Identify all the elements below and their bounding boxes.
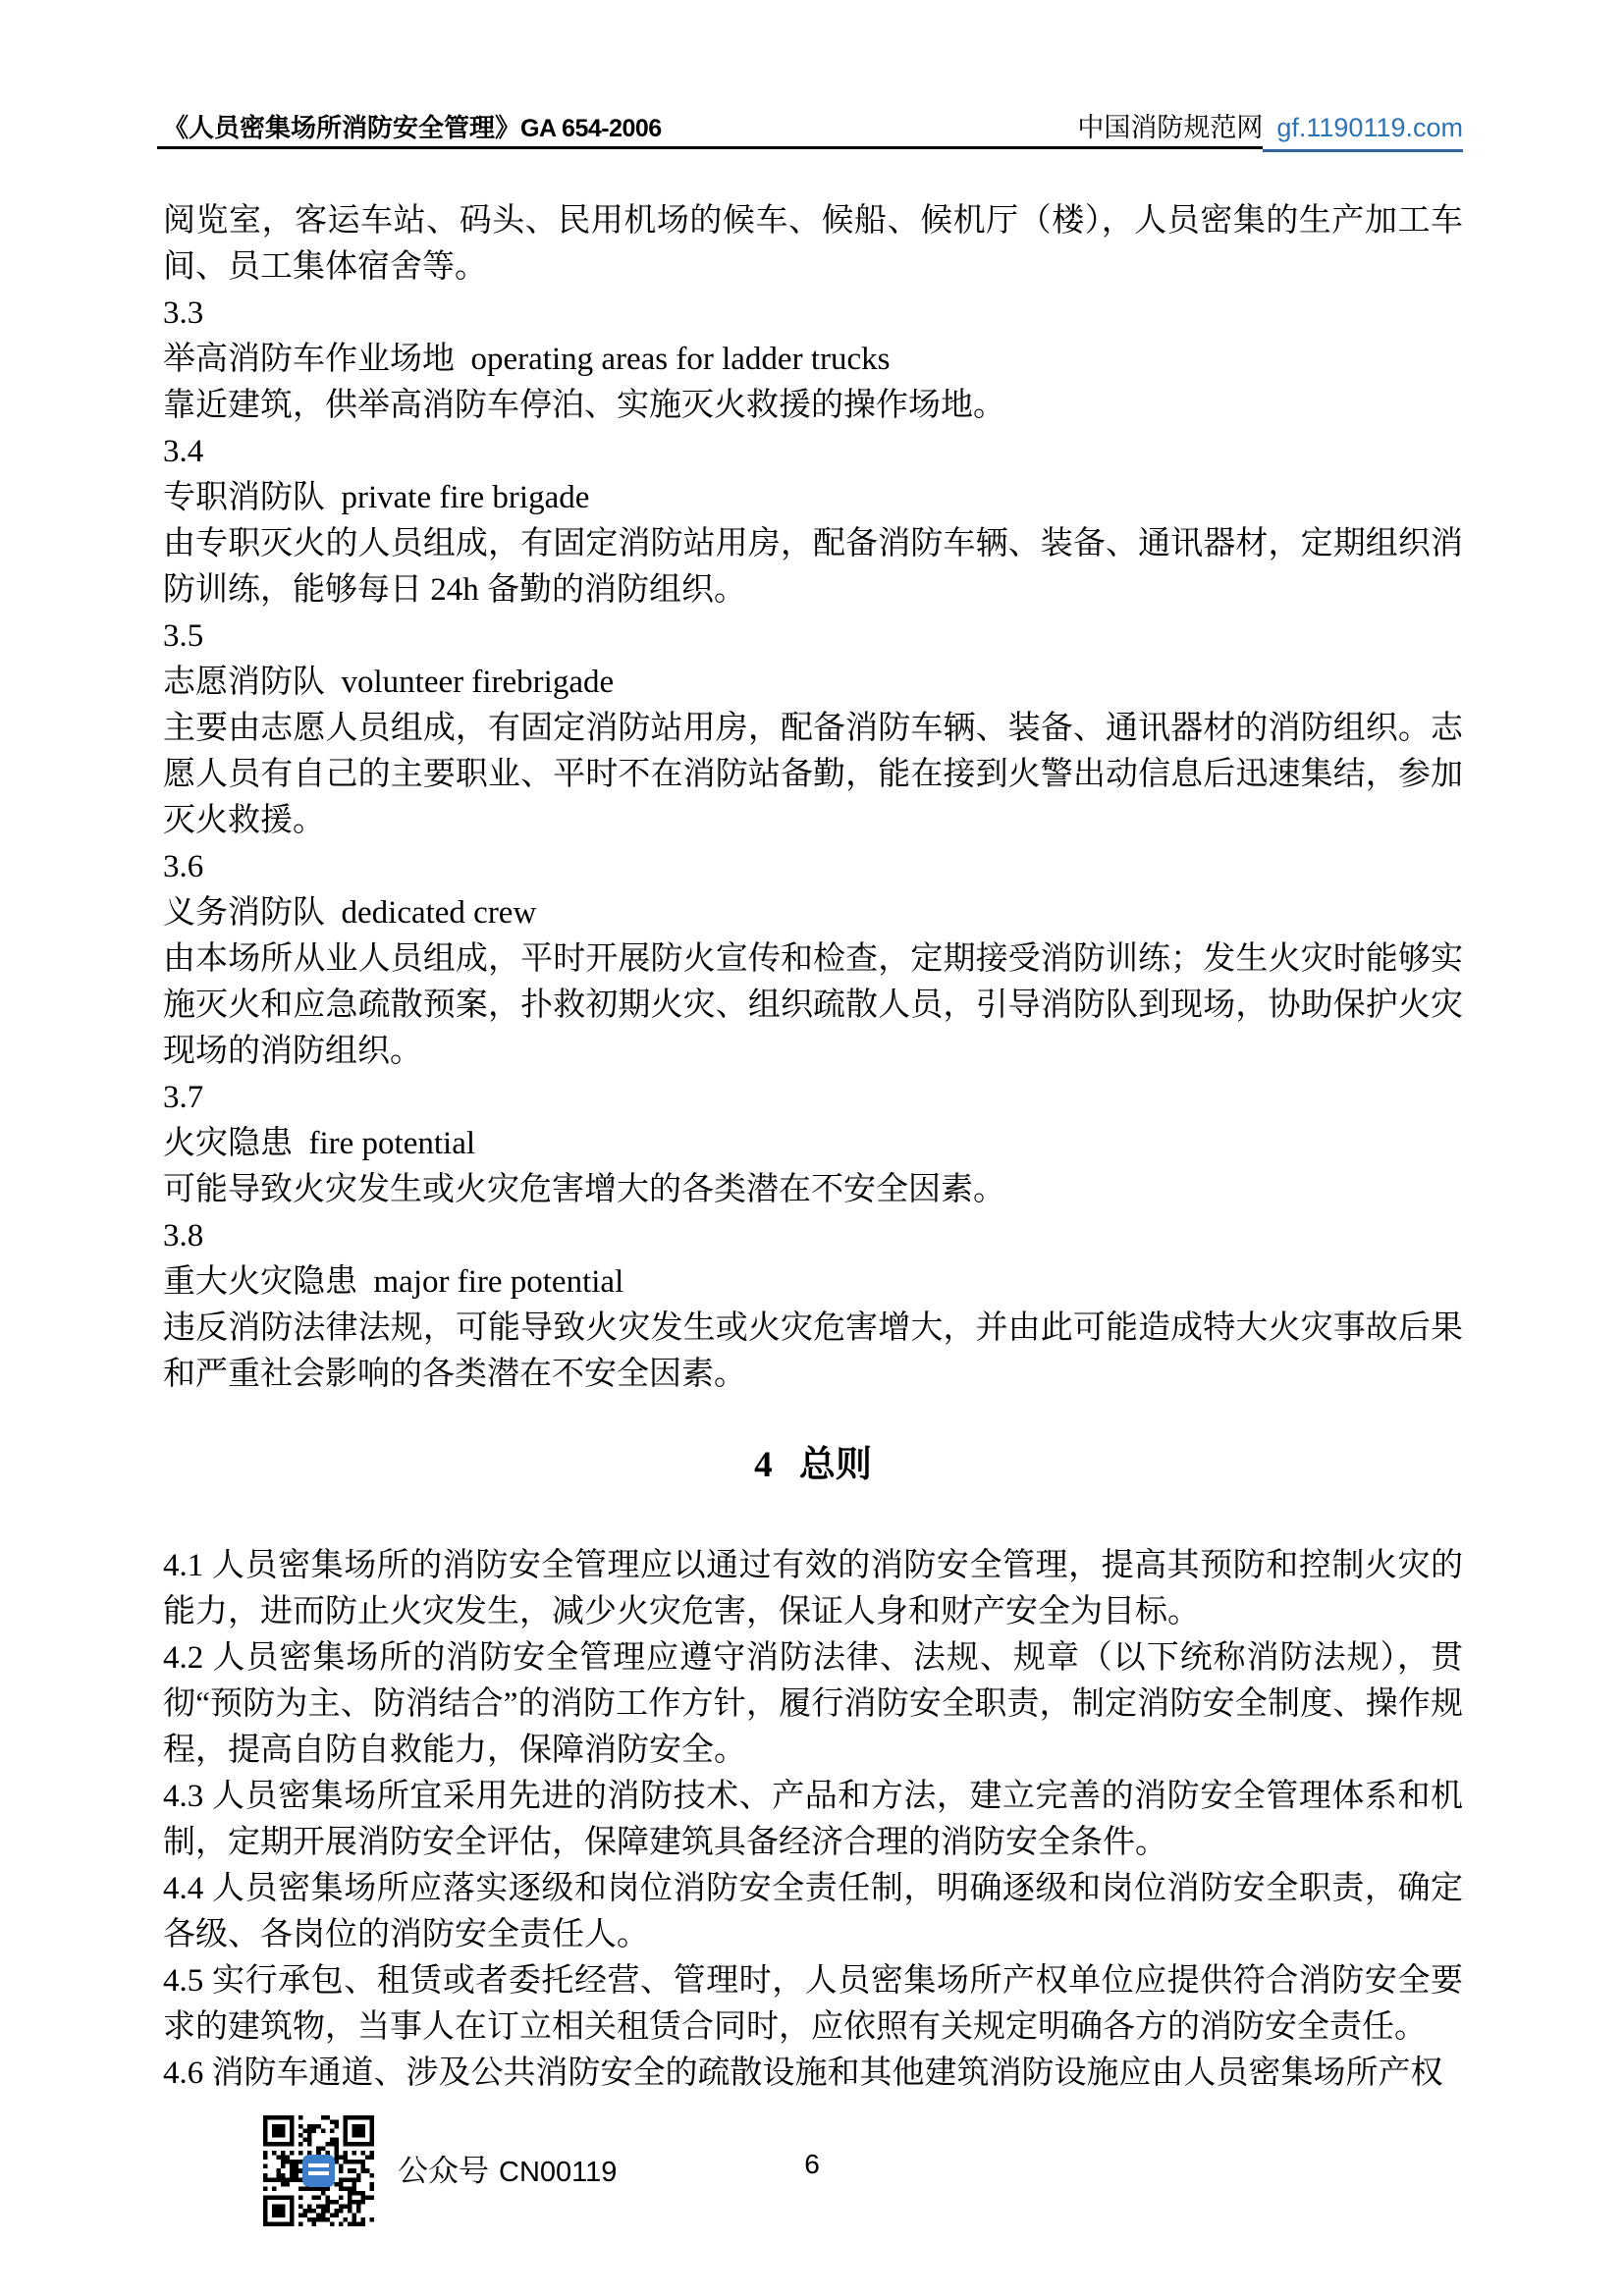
term-line: 志愿消防队 volunteer firebrigade xyxy=(163,665,615,700)
header-rule xyxy=(157,146,1263,149)
section-number: 3.7 xyxy=(163,1080,204,1115)
clause-paragraph: 4.6 消防车通道、涉及公共消防安全的疏散设施和其他建筑消防设施应由人员密集场所产权 xyxy=(163,2056,1443,2091)
section-number: 3.6 xyxy=(163,849,204,884)
term-line: 义务消防队 dedicated crew xyxy=(163,895,537,931)
section-number: 3.5 xyxy=(163,618,204,654)
term-line: 火灾隐患 fire potential xyxy=(163,1126,476,1161)
clause-paragraph: 阅览室，客运车站、码头、民用机场的候车、候船、候机厅（楼），人员密集的生产加工车间、员工集体宿舍等。 xyxy=(163,203,1463,285)
wechat-account-label: 公众号 xyxy=(398,2154,489,2188)
clause-paragraph: 4.2 人员密集场所的消防安全管理应遵守消防法律、法规、规章（以下统称消防法规），贯彻“预防为主、防消结合”的消防工作方针，履行消防安全职责，制定消防安全制度、操作规程，提高自防自救能力，保障消防安全。 xyxy=(163,1640,1463,1768)
term-line: 举高消防车作业场地 operating areas for ladder trucks xyxy=(163,342,891,377)
term-line: 重大火灾隐患 major fire potential xyxy=(163,1264,624,1300)
document-body xyxy=(163,198,1463,2097)
document-title-cn: 《人员密集场所消防安全管理》 xyxy=(163,114,521,142)
clause-paragraph: 由本场所从业人员组成，平时开展防火宣传和检查，定期接受消防训练；发生火灾时能够实施灭火和应急疏散预案，扑救初期火灾、组织疏散人员，引导消防队到现场，协助保护火灾现场的消防组织。 xyxy=(163,941,1463,1069)
section-number: 3.4 xyxy=(163,434,204,469)
page-number: 6 xyxy=(804,2149,820,2179)
clause-paragraph: 可能导致火灾发生或火灾危害增大的各类潜在不安全因素。 xyxy=(163,1172,1005,1207)
clause-paragraph: 4.4 人员密集场所应落实逐级和岗位消防安全责任制，明确逐级和岗位消防安全职责，确定各级、各岗位的消防安全责任人。 xyxy=(163,1871,1463,1952)
section-number: 3.3 xyxy=(163,295,204,331)
clause-paragraph: 主要由志愿人员组成，有固定消防站用房，配备消防车辆、装备、通讯器材的消防组织。志愿人员有自己的主要职业、平时不在消防站备勤，能在接到火警出动信息后迅速集结，参加灭火救援。 xyxy=(163,711,1463,838)
document-title-code: GA 654-2006 xyxy=(520,115,662,142)
header-rule-link-underline xyxy=(1263,149,1463,152)
clause-paragraph: 4.1 人员密集场所的消防安全管理应以通过有效的消防安全管理，提高其预防和控制火灾的能力，进而防止火灾发生，减少火灾危害，保证人身和财产安全为目标。 xyxy=(163,1548,1463,1629)
clause-paragraph: 违反消防法律法规，可能导致火灾发生或火灾危害增大，并由此可能造成特大火灾事故后果和严重社会影响的各类潜在不安全因素。 xyxy=(163,1310,1463,1392)
clause-paragraph: 靠近建筑，供举高消防车停泊、实施灭火救援的操作场地。 xyxy=(163,388,1005,423)
clause-paragraph: 4.3 人员密集场所宜采用先进的消防技术、产品和方法，建立完善的消防安全管理体系和机制，定期开展消防安全评估，保障建筑具备经济合理的消防安全条件。 xyxy=(163,1779,1463,1860)
site-link[interactable]: gf.1190119.com xyxy=(1276,113,1463,142)
clause-paragraph: 由专职灭火的人员组成，有固定消防站用房，配备消防车辆、装备、通讯器材，定期组织消防训练，能够每日 24h 备勤的消防组织。 xyxy=(163,526,1463,608)
wechat-account-id: CN00119 xyxy=(499,2157,618,2188)
term-line: 专职消防队 private fire brigade xyxy=(163,480,590,515)
clause-paragraph: 4.5 实行承包、租赁或者委托经营、管理时，人员密集场所产权单位应提供符合消防安全要求的建筑物，当事人在订立相关租赁合同时，应依照有关规定明确各方的消防安全责任。 xyxy=(163,1963,1463,2045)
document-title xyxy=(163,108,662,144)
page-header xyxy=(163,106,1463,144)
site-name: 中国消防规范网 xyxy=(1077,113,1264,142)
section-number: 3.8 xyxy=(163,1218,204,1254)
header-site-block xyxy=(1077,106,1463,144)
section-heading: 4 总则 xyxy=(754,1445,872,1485)
